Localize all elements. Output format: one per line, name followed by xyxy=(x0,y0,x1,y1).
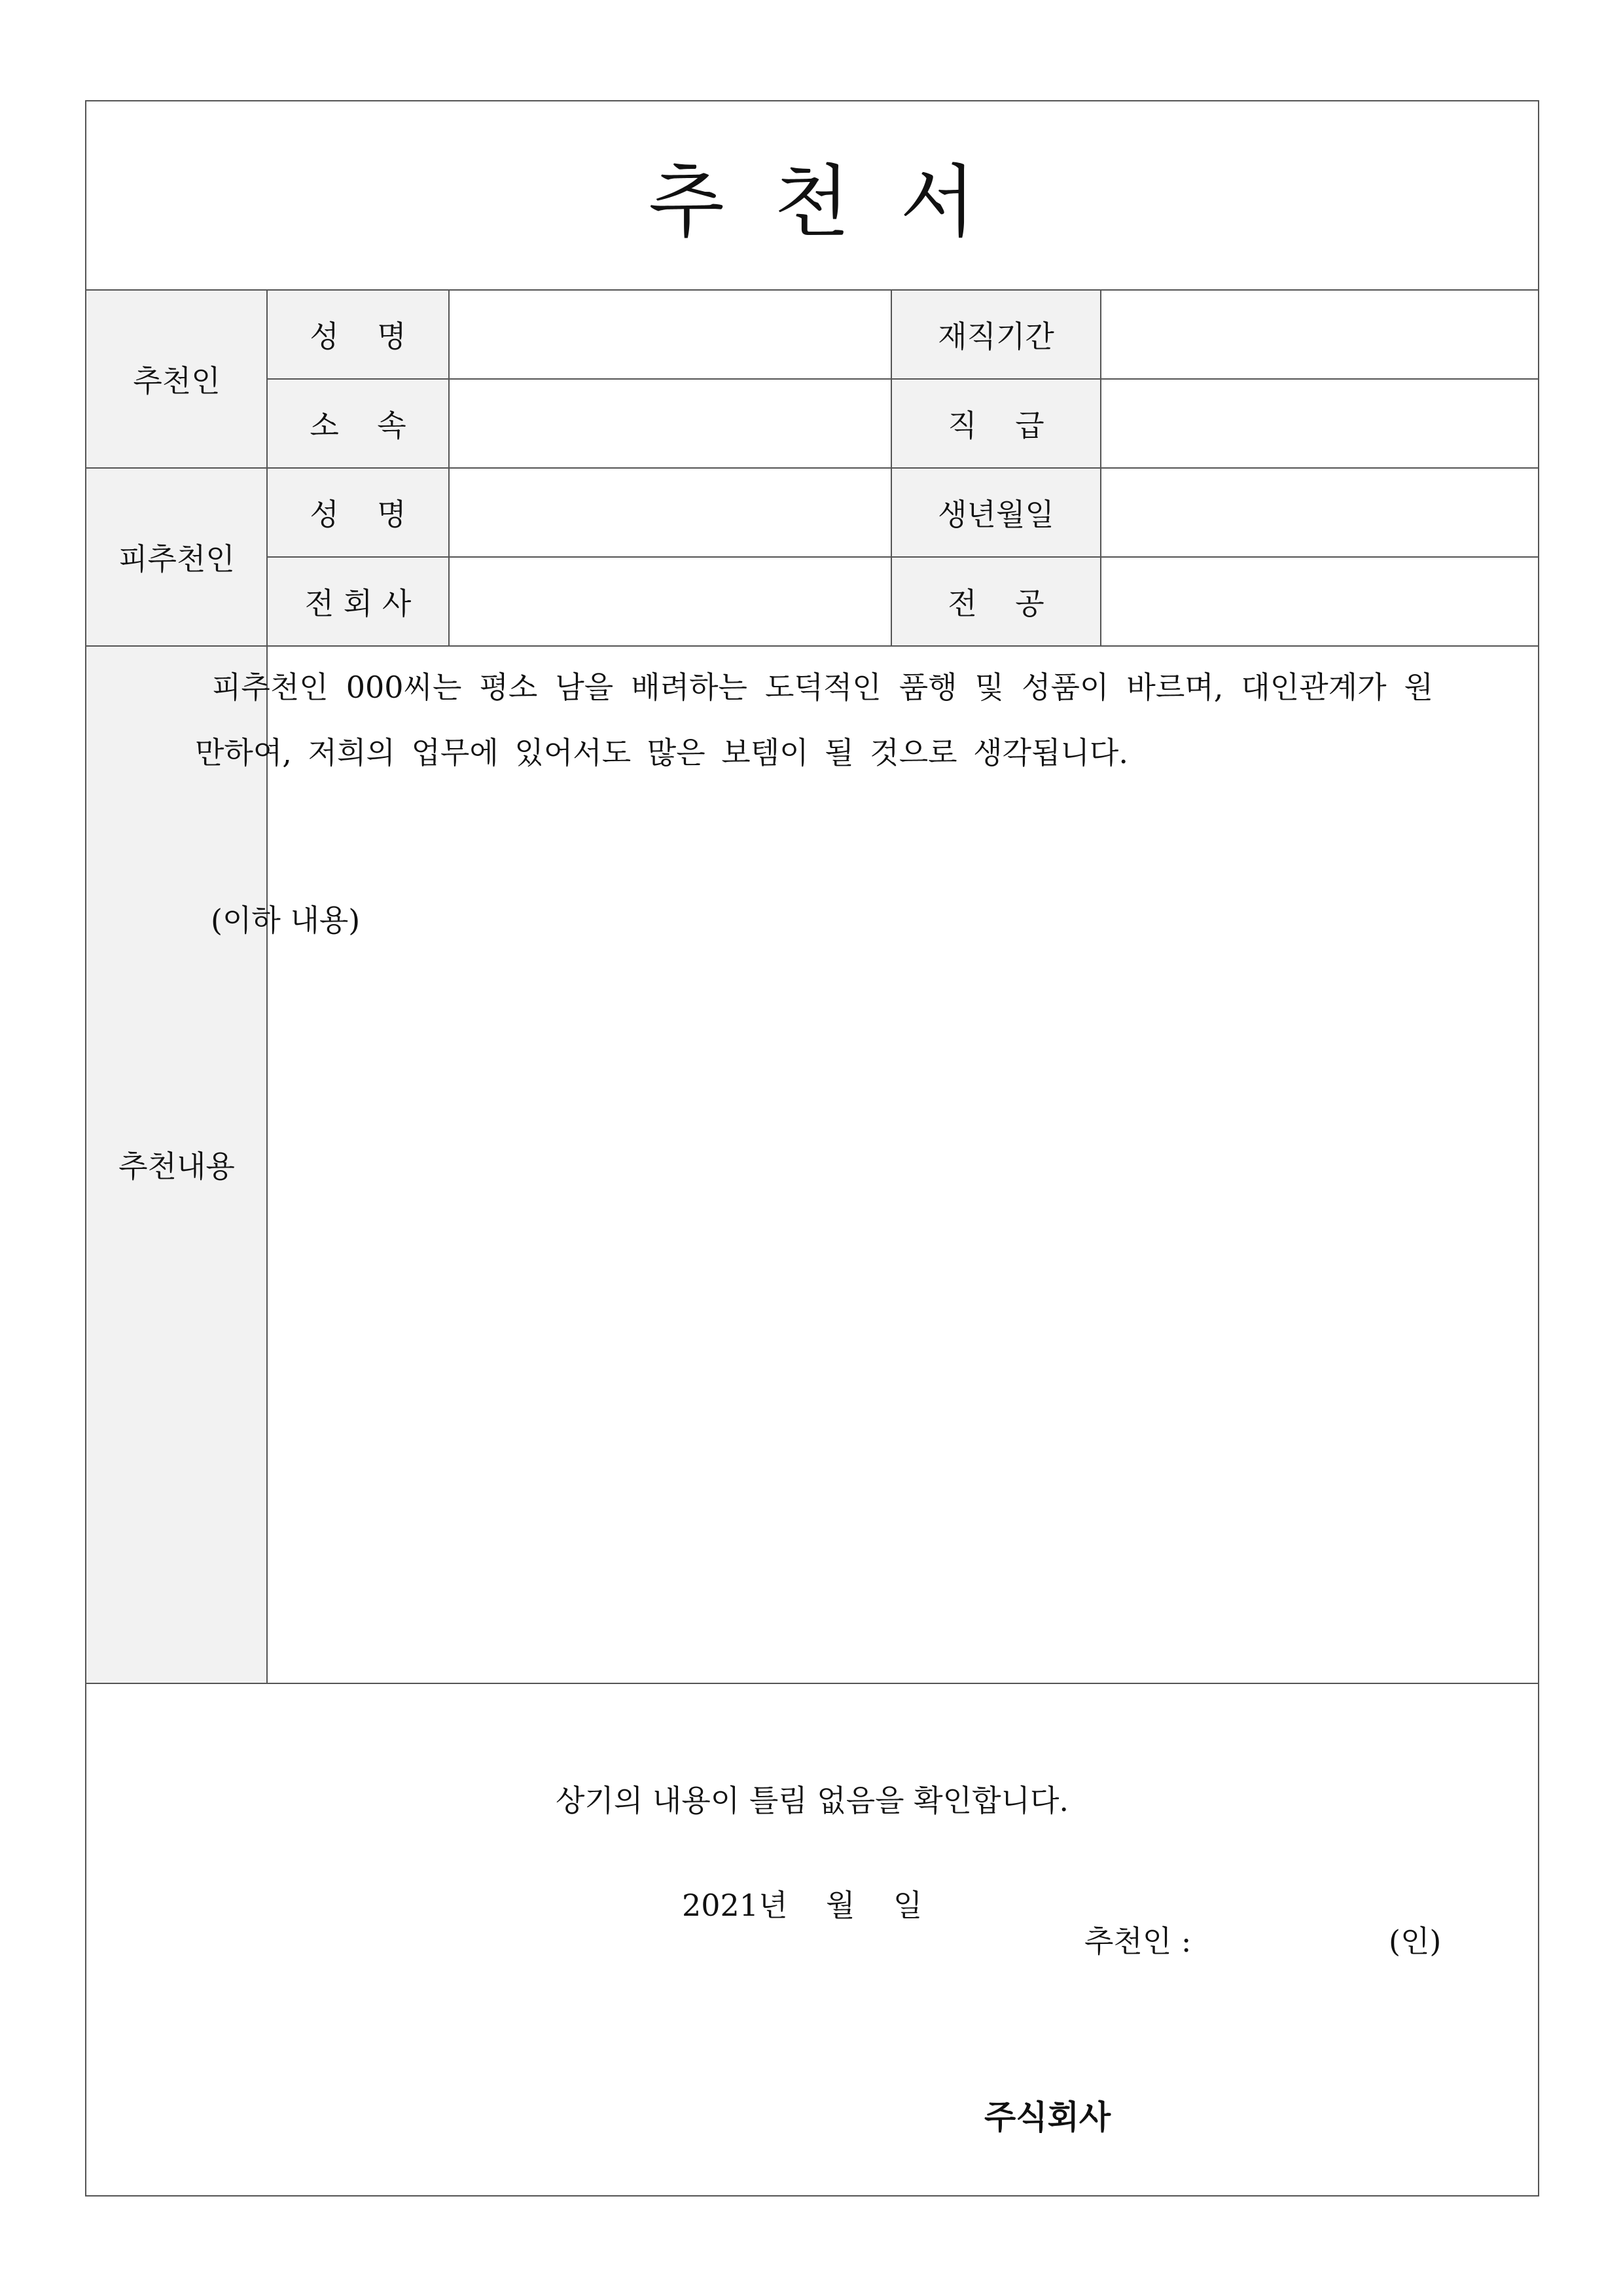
content-label: 추천내용 xyxy=(86,646,267,1683)
recommendee-birthdate-field[interactable] xyxy=(1101,468,1538,557)
recommendee-group-label: 피추천인 xyxy=(86,468,267,646)
recommender-affiliation-field[interactable] xyxy=(449,379,891,468)
recommender-name-label: 성 명 xyxy=(267,290,449,379)
recommender-tenure-field[interactable] xyxy=(1101,290,1538,379)
recommendee-major-field[interactable] xyxy=(1101,557,1538,646)
recommender-group-label: 추천인 xyxy=(86,290,267,468)
title-divider xyxy=(86,289,1538,291)
recommendee-major-label: 전 공 xyxy=(891,557,1101,646)
recommender-rank-label: 직 급 xyxy=(891,379,1101,468)
document-title: 추 천 서 xyxy=(648,157,976,248)
recommendee-birthdate-label: 생년월일 xyxy=(891,468,1101,557)
row-divider xyxy=(267,378,1538,380)
recommendation-form xyxy=(85,100,1539,2197)
recommendee-prev-company-field[interactable] xyxy=(449,557,891,646)
recommender-name-field[interactable] xyxy=(449,290,891,379)
column-divider xyxy=(1100,290,1101,646)
section-divider xyxy=(86,467,1538,469)
recommendee-name-field[interactable] xyxy=(449,468,891,557)
confirmation-text: 상기의 내용이 틀림 없음을 확인합니다. xyxy=(555,1783,1069,1818)
row-divider xyxy=(267,556,1538,558)
recommendee-prev-company-label: 전 회 사 xyxy=(267,557,449,646)
section-divider xyxy=(86,645,1538,647)
seal-mark: (인) xyxy=(1389,1924,1442,1959)
label-column-divider xyxy=(266,290,268,1683)
date-line: 2021년 월 일 xyxy=(682,1888,923,1923)
column-divider xyxy=(448,290,450,646)
recommendation-paragraph: 피추천인 000씨는 평소 남을 배려하는 도덕적인 품행 및 성품이 바르며, 대인관계가 원만하여, 저희의 업무에 있어서도 많은 보템이 될 것으로 생각됩니다. xyxy=(195,670,1433,770)
recommender-rank-field[interactable] xyxy=(1101,379,1538,468)
company-name: 주식회사 xyxy=(984,2098,1111,2136)
recommendee-name-label: 성 명 xyxy=(267,468,449,557)
column-divider xyxy=(891,290,892,646)
content-divider xyxy=(86,1683,1538,1684)
recommender-affiliation-label: 소 속 xyxy=(267,379,449,468)
recommender-tenure-label: 재직기간 xyxy=(891,290,1101,379)
signer-label: 추천인 : xyxy=(1084,1924,1192,1959)
content-note: (이하 내용) xyxy=(211,903,361,938)
recommendation-body xyxy=(195,655,1433,785)
